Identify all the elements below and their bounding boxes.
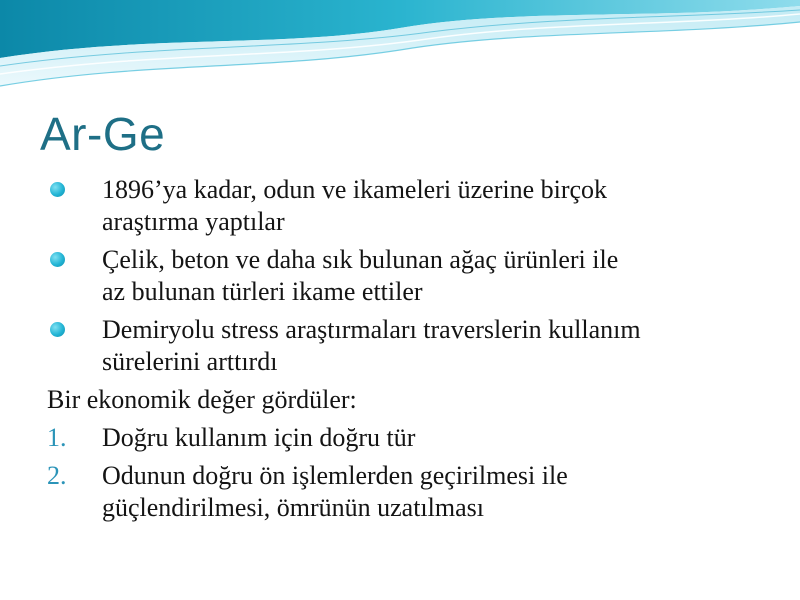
bullet-item xyxy=(47,174,767,238)
list-number: 1. xyxy=(47,423,67,452)
list-number: 2. xyxy=(47,461,67,490)
bullet-text-line: araştırma yaptılar xyxy=(102,207,285,236)
bullet-text-line: Çelik, beton ve daha sık bulunan ağaç ürünleri ile xyxy=(102,245,619,274)
bullet-text-line: Demiryolu stress araştırmaları traverslerin kullanım xyxy=(102,315,641,344)
numbered-text-line: güçlendirilmesi, ömrünün uzatılması xyxy=(102,493,484,522)
bullet-text-line: sürelerini arttırdı xyxy=(102,347,278,376)
slide-body xyxy=(47,174,767,530)
bullet-dot-icon xyxy=(50,252,65,267)
bullet-dot-icon xyxy=(50,182,65,197)
numbered-item xyxy=(47,422,767,454)
bullet-text-line: 1896’ya kadar, odun ve ikameleri üzerine birçok xyxy=(102,175,608,204)
bullet-dot-icon xyxy=(50,322,65,337)
statement-text: Bir ekonomik değer gördüler: xyxy=(47,385,357,414)
slide-title: Ar-Ge xyxy=(40,108,166,160)
bullet-text-line: az bulunan türleri ikame ettiler xyxy=(102,277,423,306)
bullet-item xyxy=(47,244,767,308)
wave-header-decoration xyxy=(0,0,800,110)
numbered-item xyxy=(47,460,767,524)
numbered-text-line: Doğru kullanım için doğru tür xyxy=(102,423,416,452)
bullet-item xyxy=(47,314,767,378)
numbered-text-line: Odunun doğru ön işlemlerden geçirilmesi ile xyxy=(102,461,568,490)
